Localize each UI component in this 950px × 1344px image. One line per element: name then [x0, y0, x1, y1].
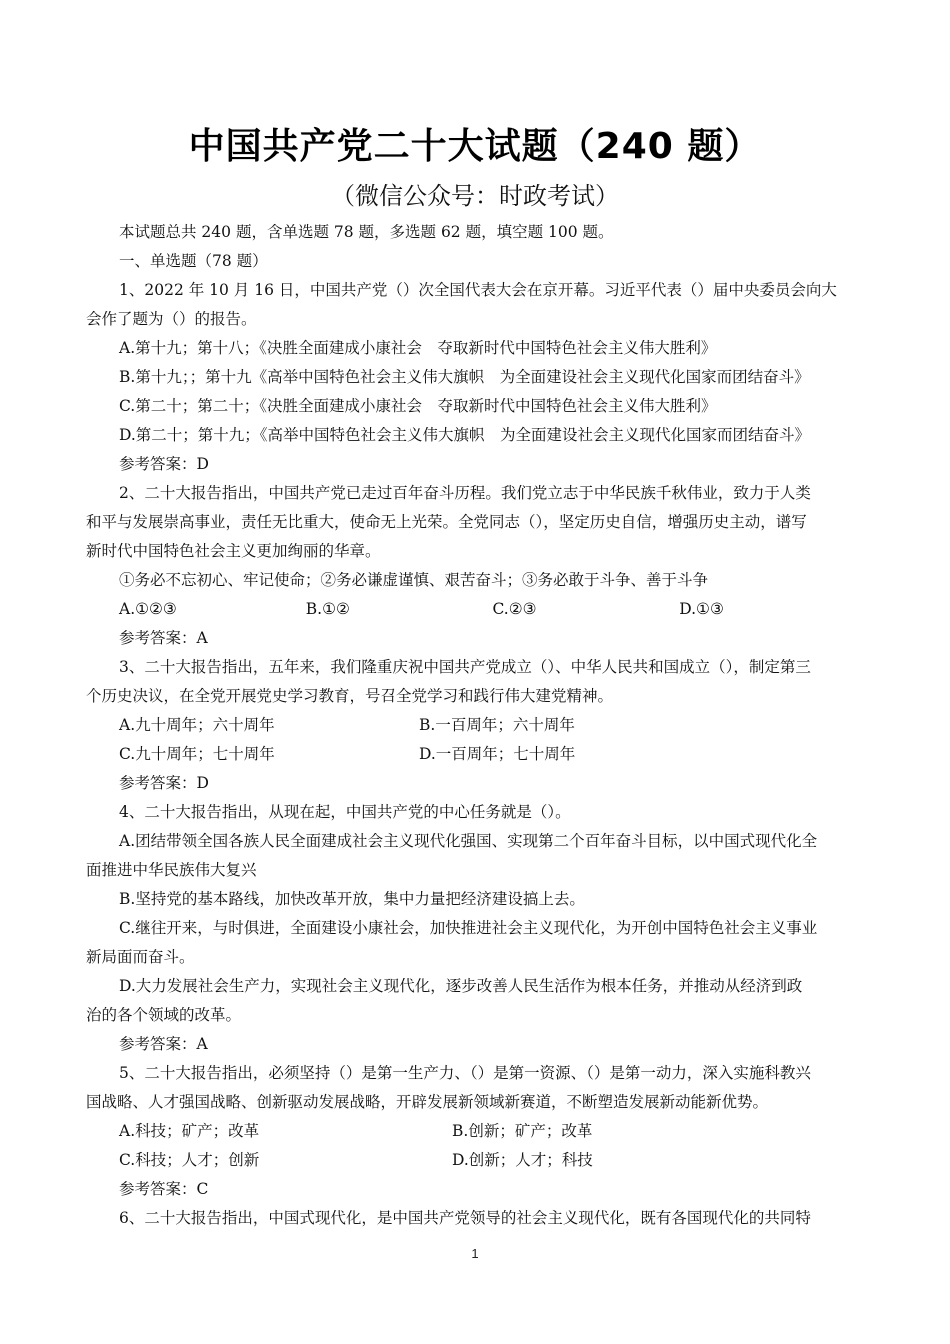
option-c: C.第二十；第二十；《决胜全面建成小康社会 夺取新时代中国特色社会主义伟大胜利》	[119, 397, 717, 415]
question-stem: 2、二十大报告指出，中国共产党已走过百年奋斗历程。我们党立志于中华民族千秋伟业，致力于人类	[119, 484, 811, 502]
intro-text: 本试题总共 240 题，含单选题 78 题，多选题 62 题，填空题 100 题。	[119, 223, 614, 241]
option-d: D.第二十；第十九；《高举中国特色社会主义伟大旗帜 为全面建设社会主义现代化国家而团结奋斗》	[119, 426, 811, 444]
answer: 参考答案：D	[119, 774, 209, 792]
question-stem: 4、二十大报告指出，从现在起，中国共产党的中心任务就是（）。	[119, 803, 571, 821]
option-d: D.①③	[679, 600, 724, 618]
options-row	[119, 711, 866, 740]
option-c: C.九十周年；七十周年	[119, 745, 275, 763]
option-a: A.①②③	[119, 600, 177, 618]
option-c: C.继往开来，与时俱进，全面建设小康社会，加快推进社会主义现代化，为开创中国特色社会主义事业	[119, 919, 818, 937]
option-d: D.一百周年；七十周年	[419, 745, 576, 763]
question-stem: 5、二十大报告指出，必须坚持（）是第一生产力、（）是第一资源、（）是第一动力，深入实施科教兴	[119, 1064, 811, 1082]
option-b: B.坚持党的基本路线，加快改革开放，集中力量把经济建设搞上去。	[119, 890, 585, 908]
options-row	[119, 1146, 866, 1175]
option-a: A.九十周年；六十周年	[119, 716, 275, 734]
options-row	[119, 740, 866, 769]
question-stem: 6、二十大报告指出，中国式现代化，是中国共产党领导的社会主义现代化，既有各国现代化的共同特	[119, 1209, 811, 1227]
question-stem: 1、2022 年 10 月 16 日，中国共产党（）次全国代表大会在京开幕。习近平代表（）届中央委员会向大	[119, 281, 837, 299]
question-2	[86, 479, 866, 653]
option-a: A.科技；矿产；改革	[119, 1122, 260, 1140]
answer: 参考答案：A	[119, 629, 208, 647]
question-6	[86, 1204, 866, 1233]
option-b: B.创新；矿产；改革	[452, 1122, 593, 1140]
question-stem: 个历史决议，在全党开展党史学习教育，号召全党学习和践行伟大建党精神。	[86, 687, 614, 705]
option-b: B.一百周年；六十周年	[419, 716, 575, 734]
option-b: B.①②	[305, 600, 350, 618]
option-c: C.②③	[492, 600, 537, 618]
section-heading: 一、单选题（78 题）	[119, 252, 268, 270]
answer: 参考答案：A	[119, 1035, 208, 1053]
option-a: A.团结带领全国各族人民全面建成社会主义现代化强国、实现第二个百年奋斗目标，以中国式现代化全	[119, 832, 818, 850]
question-stem: 3、二十大报告指出，五年来，我们隆重庆祝中国共产党成立（）、中华人民共和国成立（），制定第三	[119, 658, 811, 676]
answer: 参考答案：C	[119, 1180, 209, 1198]
option-d: 治的各个领域的改革。	[86, 1006, 242, 1024]
page-number: 1	[471, 1246, 479, 1261]
option-d: D.创新；人才；科技	[452, 1151, 593, 1169]
options-row	[119, 595, 866, 624]
question-5	[86, 1059, 866, 1204]
question-stem: 新时代中国特色社会主义更加绚丽的华章。	[86, 542, 381, 560]
question-4	[86, 798, 866, 1059]
page-title: 中国共产党二十大试题（240 题）	[188, 126, 762, 167]
options-row	[119, 1117, 866, 1146]
page-subtitle: （微信公众号：时政考试）	[331, 182, 619, 210]
option-d: D.大力发展社会生产力，实现社会主义现代化，逐步改善人民生活作为根本任务，并推动从经济到政	[119, 977, 803, 995]
question-stem: 和平与发展崇高事业，责任无比重大，使命无上光荣。全党同志（），坚定历史自信，增强历史主动，谱写	[86, 513, 807, 531]
option-a: A.第十九；第十八；《决胜全面建成小康社会 夺取新时代中国特色社会主义伟大胜利》	[119, 339, 717, 357]
question-stem: 会作了题为（）的报告。	[86, 310, 257, 328]
option-c: 新局面而奋斗。	[86, 948, 195, 966]
option-a: 面推进中华民族伟大复兴	[86, 861, 257, 879]
document-body	[86, 218, 866, 1233]
question-items: ①务必不忘初心、牢记使命；②务必谦虚谨慎、艰苦奋斗；③务必敢于斗争、善于斗争	[119, 571, 709, 589]
question-1	[86, 276, 866, 479]
option-b: B.第十九；；第十九《高举中国特色社会主义伟大旗帜 为全面建设社会主义现代化国家而团结奋斗》	[119, 368, 810, 386]
question-3	[86, 653, 866, 798]
answer: 参考答案：D	[119, 455, 209, 473]
question-stem: 国战略、人才强国战略、创新驱动发展战略，开辟发展新领域新赛道，不断塑造发展新动能新优势。	[86, 1093, 769, 1111]
option-c: C.科技；人才；创新	[119, 1151, 260, 1169]
